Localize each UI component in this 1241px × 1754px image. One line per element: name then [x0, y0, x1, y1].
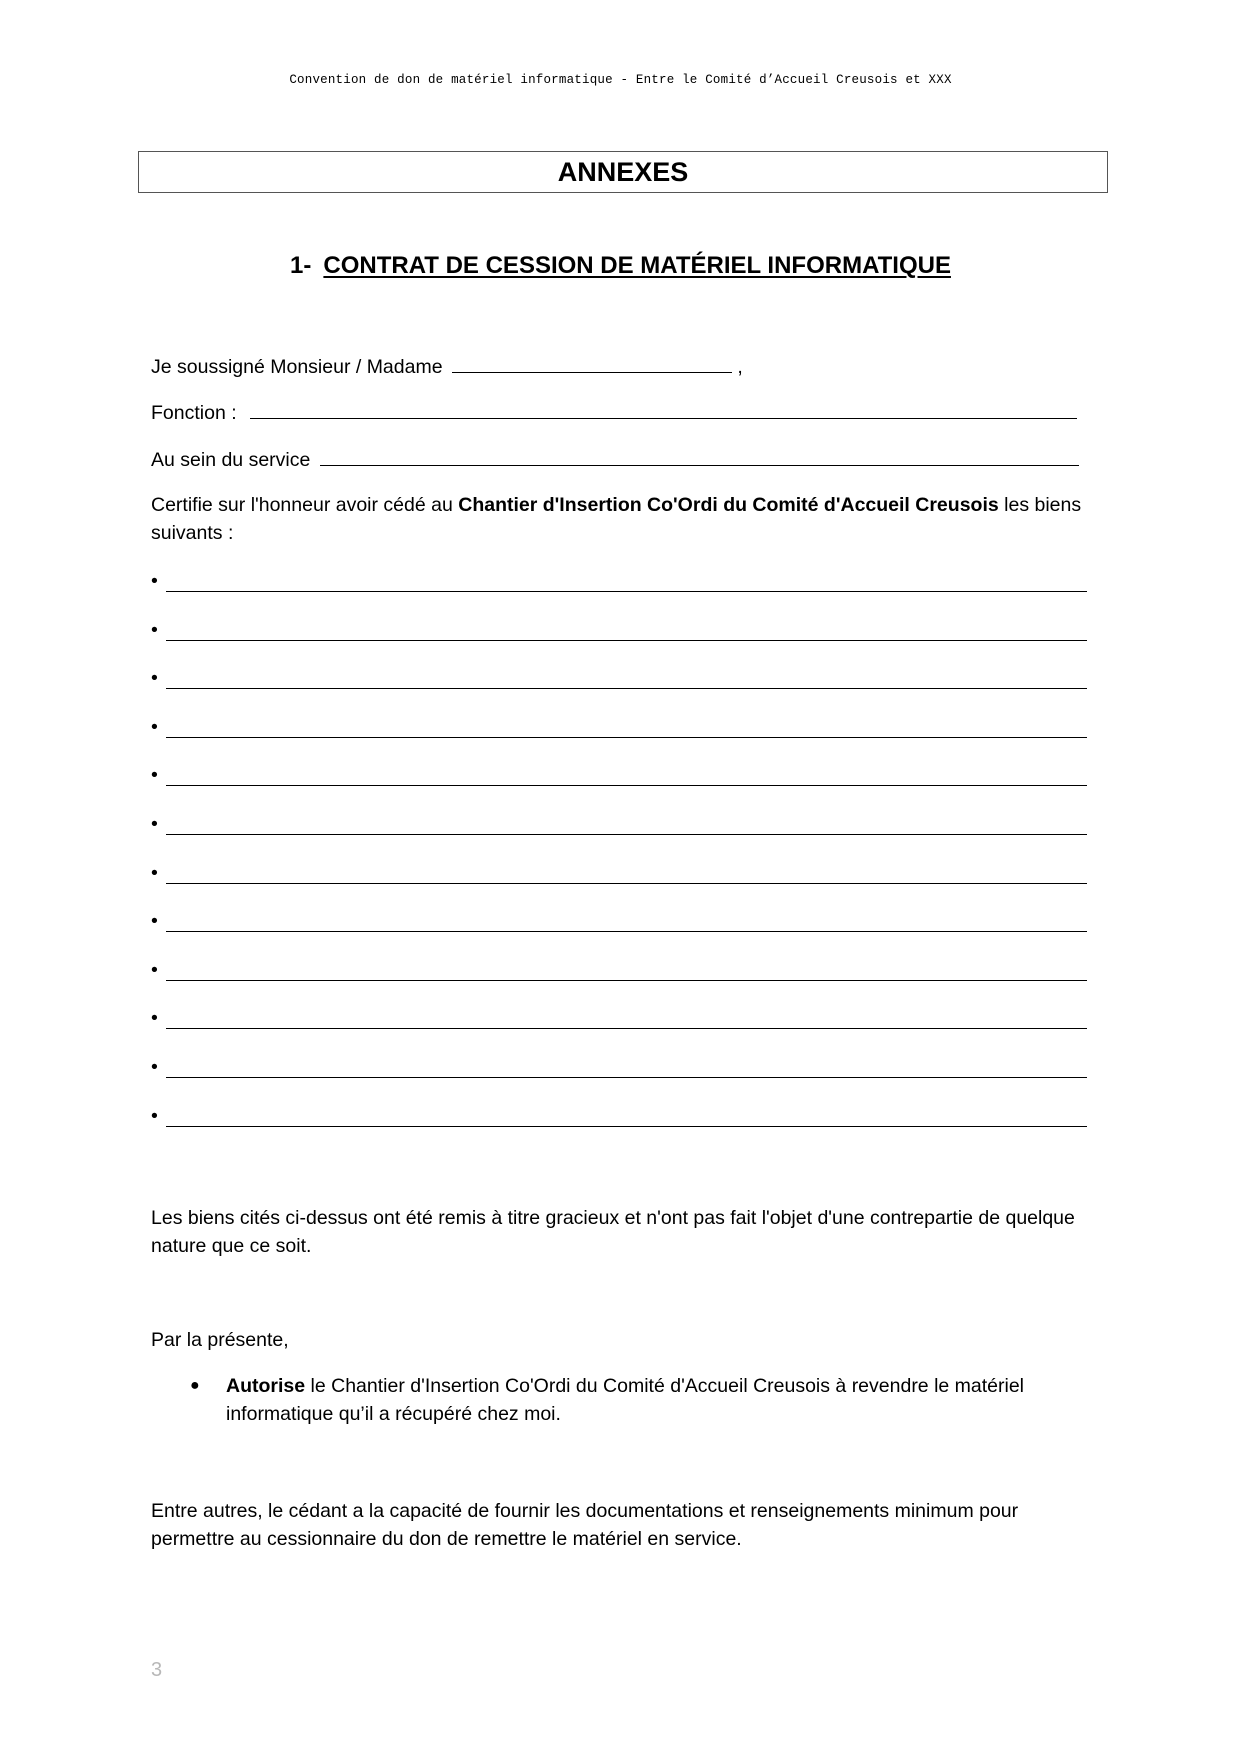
item-row [151, 570, 1087, 598]
service-input-line[interactable] [320, 445, 1079, 466]
certify-organisation: Chantier d'Insertion Co'Ordi du Comité d'Accueil Creusois [458, 494, 999, 516]
item-row [151, 910, 1087, 938]
closing-paragraph: Entre autres, le cédant a la capacité de fournir les documentations et renseignements minimum pour permettre au cessionnaire du don de remettre le matériel en service. [151, 1500, 1019, 1550]
function-field-row [151, 398, 1091, 427]
service-field-row [151, 445, 1091, 474]
item-bullet: • [151, 910, 158, 932]
item-bullet: • [151, 1007, 158, 1029]
certify-post: les biens suivants : [151, 494, 1082, 544]
item-row [151, 716, 1087, 744]
item-input-line[interactable] [166, 1077, 1087, 1078]
function-input-line[interactable] [250, 398, 1077, 419]
item-bullet: • [151, 764, 158, 786]
item-row [151, 959, 1087, 987]
item-input-line[interactable] [166, 591, 1087, 592]
item-row [151, 1056, 1087, 1084]
item-input-line[interactable] [166, 640, 1087, 641]
name-label: Je soussigné Monsieur / Madame [151, 356, 443, 378]
item-row [151, 764, 1087, 792]
item-input-line[interactable] [166, 1126, 1087, 1127]
annexes-title: ANNEXES [138, 151, 1108, 193]
section-number: 1- [290, 252, 312, 279]
authorize-bold: Autorise [226, 1375, 306, 1397]
item-input-line[interactable] [166, 737, 1087, 738]
item-bullet: • [151, 619, 158, 641]
item-bullet: • [151, 1056, 158, 1078]
page-number: 3 [151, 1659, 163, 1681]
item-row [151, 1105, 1087, 1133]
item-input-line[interactable] [166, 980, 1087, 981]
authorize-text [226, 1372, 1090, 1428]
item-row [151, 813, 1087, 841]
service-label: Au sein du service [151, 449, 311, 471]
item-row [151, 1007, 1087, 1035]
authorize-rest: le Chantier d'Insertion Co'Ordi du Comité d'Accueil Creusois à revendre le matériel informatique qu’il a récupéré chez moi. [226, 1375, 1025, 1425]
item-bullet: • [151, 570, 158, 592]
section-title-text: CONTRAT DE CESSION DE MATÉRIEL INFORMATIQUE [323, 252, 951, 279]
name-field-row [151, 352, 1091, 381]
certify-paragraph [151, 491, 1091, 547]
hereby-paragraph: Par la présente, [151, 1329, 289, 1351]
item-input-line[interactable] [166, 1028, 1087, 1029]
item-input-line[interactable] [166, 834, 1087, 835]
item-row [151, 619, 1087, 647]
document-header: Convention de don de matériel informatique - Entre le Comité d’Accueil Creusois et XXX [289, 73, 952, 87]
gift-paragraph: Les biens cités ci-dessus ont été remis à titre gracieux et n'ont pas fait l'objet d'une contrepartie de quelque nature que ce soit. [151, 1207, 1075, 1257]
function-label: Fonction : [151, 402, 237, 424]
item-input-line[interactable] [166, 883, 1087, 884]
item-input-line[interactable] [166, 785, 1087, 786]
item-input-line[interactable] [166, 688, 1087, 689]
section-title [0, 252, 1241, 280]
item-bullet: • [151, 716, 158, 738]
item-row [151, 862, 1087, 890]
item-bullet: • [151, 813, 158, 835]
item-bullet: • [151, 1105, 158, 1127]
name-suffix: , [737, 356, 743, 378]
certify-pre: Certifie sur l'honneur avoir cédé au [151, 494, 459, 516]
item-bullet: • [151, 959, 158, 981]
item-bullet: • [151, 862, 158, 884]
item-bullet: • [151, 667, 158, 689]
item-input-line[interactable] [166, 931, 1087, 932]
name-input-line[interactable] [452, 352, 732, 373]
item-row [151, 667, 1087, 695]
authorize-bullet: ● [190, 1377, 200, 1394]
